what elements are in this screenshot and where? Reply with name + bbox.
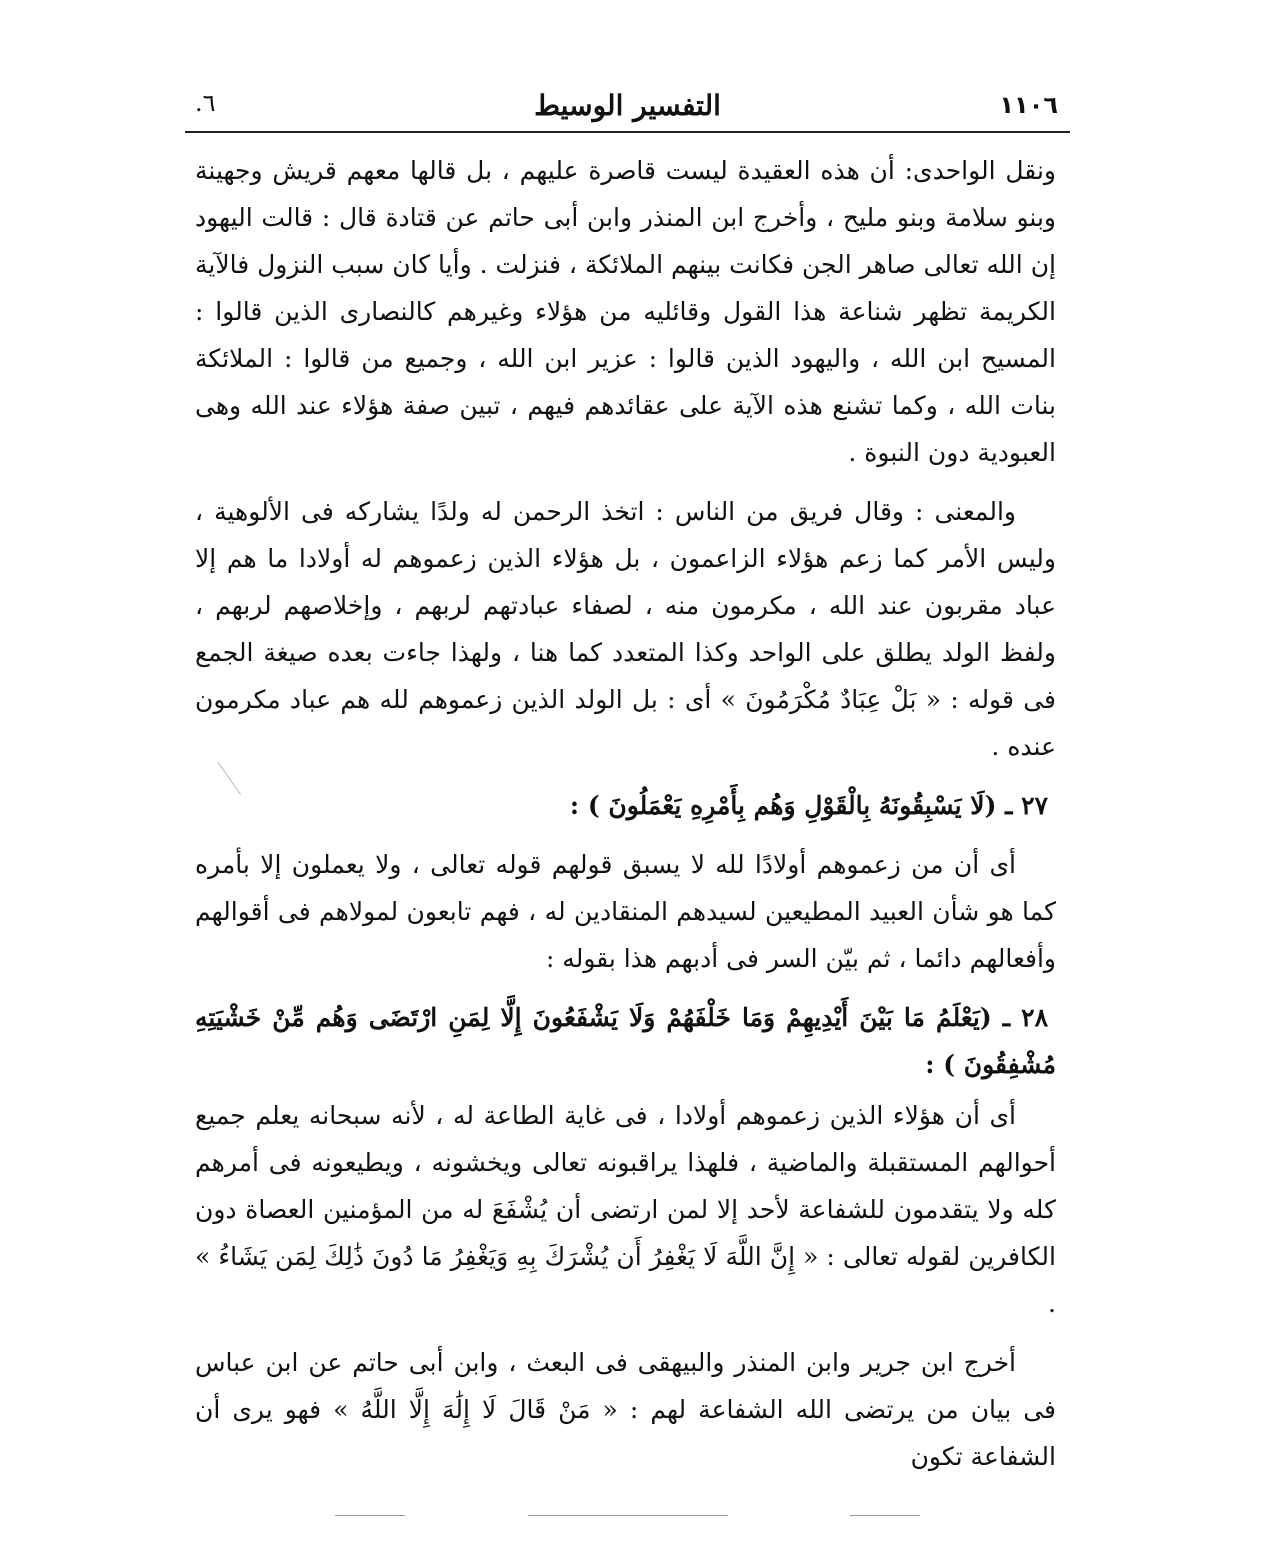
header-rule: [185, 131, 1070, 133]
footer-rules: [335, 1515, 920, 1517]
page-body: [185, 147, 1070, 1480]
verse-28: ٢٨ ـ (يَعْلَمُ مَا بَيْنَ أَيْدِيهِمْ وَمَا خَلْفَهُمْ وَلَا يَشْفَعُونَ إِلَّا لِمَنِ ارْتَضَى وَهُم مِّنْ خَشْيَتِهِ مُشْفِقُونَ ) :: [195, 1003, 1056, 1079]
verse-27: ٢٧ ـ (لَا يَسْبِقُونَهُ بِالْقَوْلِ وَهُم بِأَمْرِهِ يَعْمَلُونَ ) :: [569, 791, 1048, 820]
footer-rule-middle: [528, 1515, 728, 1516]
paragraph-wahidi: ونقل الواحدى: أن هذه العقيدة ليست قاصرة عليهم ، بل قالها معهم قريش وجهينة وبنو سلامة وبنو مليح ، وأخرج ابن المنذر وابن أبى حاتم عن قتادة قال : قالت اليهود إن الله تعالى صاهر الجن فكانت بينهم الملائكة ، فنزلت . وأيا كان سبب النزول فالآية الكريمة تظهر شناعة هذا القول وقائليه من هؤلاء وغيرهم كالنصارى الذين قالوا : المسيح ابن الله ، واليهود الذين قالوا : عزير ابن الله ، وجميع من قالوا : الملائكة بنات الله ، وكما تشنع هذه الآية على عقائدهم فيهم ، تبين صفة هؤلاء عند الله وهى العبودية دون النبوة .: [195, 156, 1056, 467]
footer-rule-left: [335, 1515, 405, 1516]
document-page: [185, 85, 1070, 1545]
page-header: [185, 85, 1070, 129]
running-title: التفسير الوسيط: [534, 89, 721, 122]
paragraph-verse-28-explanation: أى أن هؤلاء الذين زعموهم أولادا ، فى غاية الطاعة له ، لأنه سبحانه يعلم جميع أحوالهم المستقبلة والماضية ، فلهذا يراقبونه تعالى ويخشونه ، ويطيعونه فى أمرهم كله ولا يتقدمون للشفاعة لأحد إلا لمن ارتضى أن يُشْفَعَ له من المؤمنين العصاة دون الكافرين لقوله تعالى : « إِنَّ اللَّهَ لَا يَغْفِرُ أَن يُشْرَكَ بِهِ وَيَغْفِرُ مَا دُونَ ذَٰلِكَ لِمَن يَشَاءُ » .: [195, 1101, 1056, 1318]
page-number: ١١٠٦: [999, 91, 1058, 119]
corner-mark: ٦.: [195, 89, 216, 117]
footer-rule-right: [850, 1515, 920, 1516]
paragraph-meaning: والمعنى : وقال فريق من الناس : اتخذ الرحمن له ولدًا يشاركه فى الألوهية ، وليس الأمر كما زعم هؤلاء الزاعمون ، بل هؤلاء الذين زعموهم له أولادا ما هم إلا عباد مقربون عند الله ، مكرمون منه ، لصفاء عبادتهم لربهم ، وإخلاصهم لربهم ، ولفظ الولد يطلق على الواحد وكذا المتعدد كما هنا ، ولهذا جاءت بعده صيغة الجمع فى قوله : « بَلْ عِبَادٌ مُكْرَمُونَ » أى : بل الولد الذين زعموهم لله هم عباد مكرمون عنده .: [195, 497, 1056, 761]
paragraph-verse-27-explanation: أى أن من زعموهم أولادًا لله لا يسبق قولهم قوله تعالى ، ولا يعملون إلا بأمره كما هو شأن العبيد المطيعين لسيدهم المنقادين له ، فهم تابعون لمولاهم فى أقوالهم وأفعالهم دائما ، ثم بيّن السر فى أدبهم هذا بقوله :: [195, 850, 1056, 973]
paragraph-ibn-abbas: أخرج ابن جرير وابن المنذر والبيهقى فى البعث ، وابن أبى حاتم عن ابن عباس فى بيان من يرتضى الله الشفاعة لهم : « مَنْ قَالَ لَا إِلَٰهَ إِلَّا اللَّهُ » فهو يرى أن الشفاعة تكون: [195, 1348, 1056, 1471]
